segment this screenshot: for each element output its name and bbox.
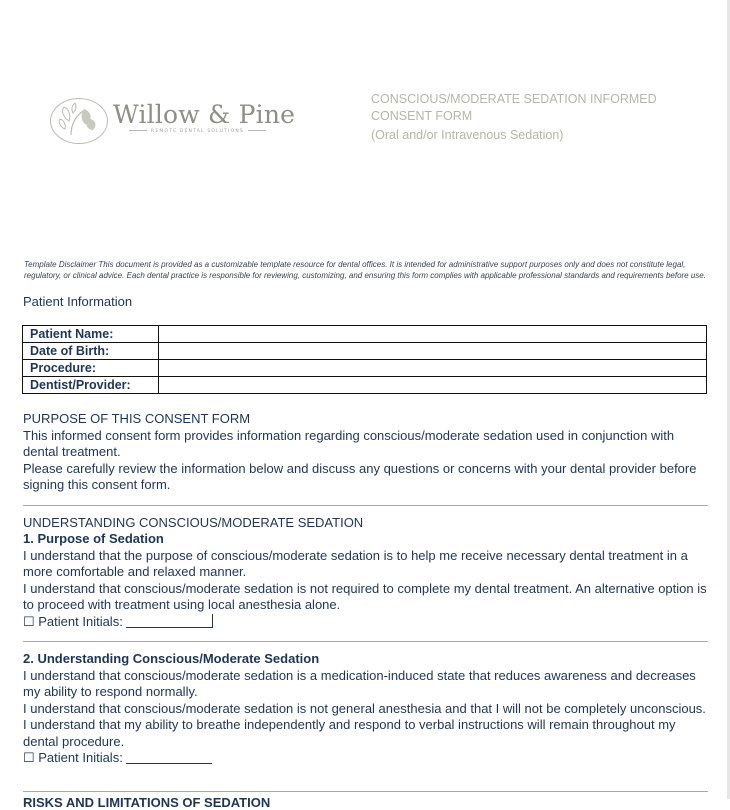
patient-info-table xyxy=(22,325,707,394)
section-1-initials xyxy=(23,614,708,631)
section-2-paragraph-3: I understand that my ability to breathe independently and respond to verbal instructions will remain throughout my dental procedure. xyxy=(23,717,676,749)
initials-input[interactable] xyxy=(126,750,212,764)
consent-body xyxy=(23,411,708,767)
section-divider xyxy=(23,505,708,506)
template-disclaimer: Template Disclaimer This document is provided as a customizable template resource for dental offices. It is intended for administrative support purposes only and does not constitute legal, regulatory, or clinical advice. Each dental practice is responsible for reviewing, customizing, and ensuring this form complies with applicable professional standards and requirements before use. xyxy=(24,260,706,280)
initials-checkbox-label[interactable]: ☐ Patient Initials: xyxy=(23,613,123,629)
brand-logo xyxy=(50,98,300,148)
section-2-initials xyxy=(23,750,708,767)
procedure-field[interactable] xyxy=(159,360,707,377)
section-1-title: 1. Purpose of Sedation xyxy=(23,531,164,546)
brand-tagline: REMOTE DENTAL SOLUTIONS xyxy=(120,129,275,134)
brand-name: Willow & Pine xyxy=(113,100,296,129)
dentist-provider-field[interactable] xyxy=(159,377,707,394)
table-row xyxy=(23,377,707,394)
patient-information-label: Patient Information xyxy=(23,294,133,309)
form-title: CONSCIOUS/MODERATE SEDATION INFORMED CONSENT FORM xyxy=(371,92,657,123)
form-subtitle: (Oral and/or Intravenous Sedation) xyxy=(371,128,564,142)
patient-name-field[interactable] xyxy=(159,326,707,343)
section-divider xyxy=(23,641,708,642)
leaf-emblem-icon xyxy=(50,98,108,144)
date-of-birth-label: Date of Birth: xyxy=(23,343,159,360)
patient-name-label: Patient Name: xyxy=(23,326,159,343)
section-2-title: 2. Understanding Conscious/Moderate Sedation xyxy=(23,651,320,666)
understanding-heading: UNDERSTANDING CONSCIOUS/MODERATE SEDATION xyxy=(23,514,364,530)
risks-heading: RISKS AND LIMITATIONS OF SEDATION xyxy=(23,795,271,810)
purpose-heading: PURPOSE OF THIS CONSENT FORM xyxy=(23,411,251,426)
section-2-paragraph-1: I understand that conscious/moderate sedation is a medication-induced state that reduces awareness and decreases my ability to respond normally. xyxy=(23,667,696,699)
purpose-paragraph-2: Please carefully review the information below and discuss any questions or concerns with your dental provider before signing this consent form. xyxy=(23,460,697,492)
purpose-paragraph-1: This informed consent form provides information regarding conscious/moderate sedation used in conjunction with dental treatment. xyxy=(23,427,675,459)
table-row xyxy=(23,360,707,377)
section-1-paragraph-1: I understand that the purpose of conscious/moderate sedation is to help me receive necessary dental treatment in a more comfortable and relaxed manner. xyxy=(23,547,688,579)
table-row xyxy=(23,326,707,343)
initials-input[interactable] xyxy=(126,614,213,628)
section-1-paragraph-2: I understand that conscious/moderate sedation is not required to complete my dental treatment. An alternative option is to proceed with treatment using local anesthesia alone. xyxy=(23,580,707,612)
date-of-birth-field[interactable] xyxy=(159,343,707,360)
next-section-cutoff xyxy=(23,791,708,810)
procedure-label: Procedure: xyxy=(23,360,159,377)
section-2-paragraph-2: I understand that conscious/moderate sedation is not general anesthesia and that I will not be completely unconscious. xyxy=(23,700,706,716)
table-row xyxy=(23,343,707,360)
section-divider xyxy=(23,791,708,792)
initials-checkbox-label[interactable]: ☐ Patient Initials: xyxy=(23,750,123,765)
dentist-provider-label: Dentist/Provider: xyxy=(23,377,159,394)
